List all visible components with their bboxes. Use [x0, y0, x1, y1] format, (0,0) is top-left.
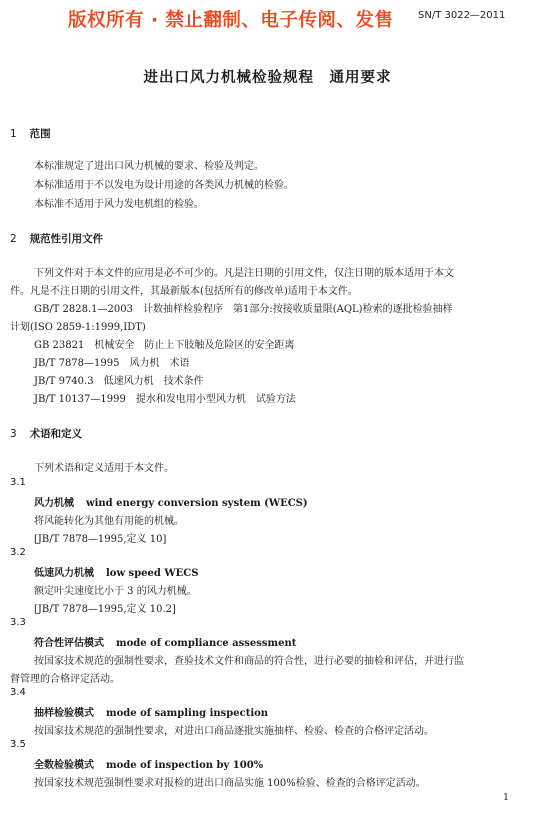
term-definition-continued: 督管理的合格评定活动。 — [10, 674, 120, 685]
term-number: 3.2 — [10, 547, 26, 558]
section-title: 规范性引用文件 — [29, 233, 104, 245]
section-heading-terms — [10, 426, 82, 441]
page-number: 1 — [503, 792, 510, 803]
term-source: [JB/T 7878—1995,定义 10.2] — [34, 604, 176, 615]
reference-item-continued: 计划(ISO 2859-1:1999,IDT) — [10, 322, 146, 333]
term-number: 3.1 — [10, 477, 26, 488]
copyright-watermark: 版权所有 · 禁止翻制、电子传阅、发售 — [68, 10, 394, 31]
section-heading-references — [10, 231, 103, 246]
document-title: 进出口风力机械检验规程 通用要求 — [143, 70, 392, 86]
term-zh: 风力机械 — [34, 498, 74, 509]
term-en: low speed WECS — [106, 568, 199, 579]
term-zh: 低速风力机械 — [34, 568, 94, 579]
term-number: 3.4 — [10, 687, 26, 698]
reference-item: JB/T 7878—1995 风力机 术语 — [34, 358, 190, 369]
term-heading — [34, 756, 263, 771]
term-heading — [34, 564, 198, 579]
paragraph-line: 下列术语和定义适用于本文件。 — [34, 463, 174, 474]
term-en: mode of inspection by 100% — [106, 760, 264, 771]
term-number: 3.3 — [10, 617, 26, 628]
term-heading — [34, 704, 268, 719]
term-definition: 按国家技术规范的强制性要求，查验技术文件和商品的符合性，进行必要的抽检和评估，并进行监 — [34, 656, 464, 667]
standard-code: SN/T 3022—2011 — [418, 10, 506, 21]
term-definition: 将风能转化为其他有用能的机械。 — [34, 516, 184, 527]
section-heading-scope — [10, 126, 51, 141]
term-number: 3.5 — [10, 739, 26, 750]
paragraph-line: 本标准不适用于风力发电机组的检验。 — [34, 199, 204, 210]
reference-item: JB/T 9740.3 低速风力机 技术条件 — [34, 376, 204, 387]
section-number: 1 — [10, 128, 17, 140]
term-heading — [34, 634, 296, 649]
paragraph-line: 下列文件对于本文件的应用是必不可少的。凡是注日期的引用文件，仅注日期的版本适用于本文 — [34, 268, 454, 279]
section-number: 2 — [10, 233, 17, 245]
term-heading — [34, 494, 308, 509]
term-zh: 符合性评估模式 — [34, 638, 104, 649]
paragraph-line: 件。凡是不注日期的引用文件，其最新版本(包括所有的修改单)适用于本文件。 — [10, 286, 358, 297]
term-zh: 抽样检验模式 — [34, 708, 94, 719]
term-en: mode of compliance assessment — [116, 638, 297, 649]
term-zh: 全数检验模式 — [34, 760, 94, 771]
term-definition: 按国家技术规范强制性要求对报检的进出口商品实施 100%检验、检查的合格评定活动。 — [34, 778, 426, 789]
reference-item: GB 23821 机械安全 防止上下肢触及危险区的安全距离 — [34, 340, 295, 351]
reference-item: GB/T 2828.1—2003 计数抽样检验程序 第1部分:按接收质量限(AQL)检索的逐批检验抽样 — [34, 304, 453, 315]
term-definition: 按国家技术规范的强制性要求，对进出口商品逐批实施抽样、检验、检查的合格评定活动。 — [34, 726, 434, 737]
term-source: [JB/T 7878—1995,定义 10] — [34, 534, 167, 545]
term-definition: 额定叶尖速度比小于 3 的风力机械。 — [34, 586, 197, 597]
paragraph-line: 本标准适用于不以发电为设计用途的各类风力机械的检验。 — [34, 180, 294, 191]
term-en: mode of sampling inspection — [106, 708, 269, 719]
term-en: wind energy conversion system (WECS) — [86, 498, 308, 509]
paragraph-line: 本标准规定了进出口风力机械的要求、检验及判定。 — [34, 161, 264, 172]
section-number: 3 — [10, 428, 17, 440]
reference-item: JB/T 10137—1999 提水和发电用小型风力机 试验方法 — [34, 394, 296, 405]
section-title: 范围 — [29, 128, 51, 140]
section-title: 术语和定义 — [29, 428, 83, 440]
